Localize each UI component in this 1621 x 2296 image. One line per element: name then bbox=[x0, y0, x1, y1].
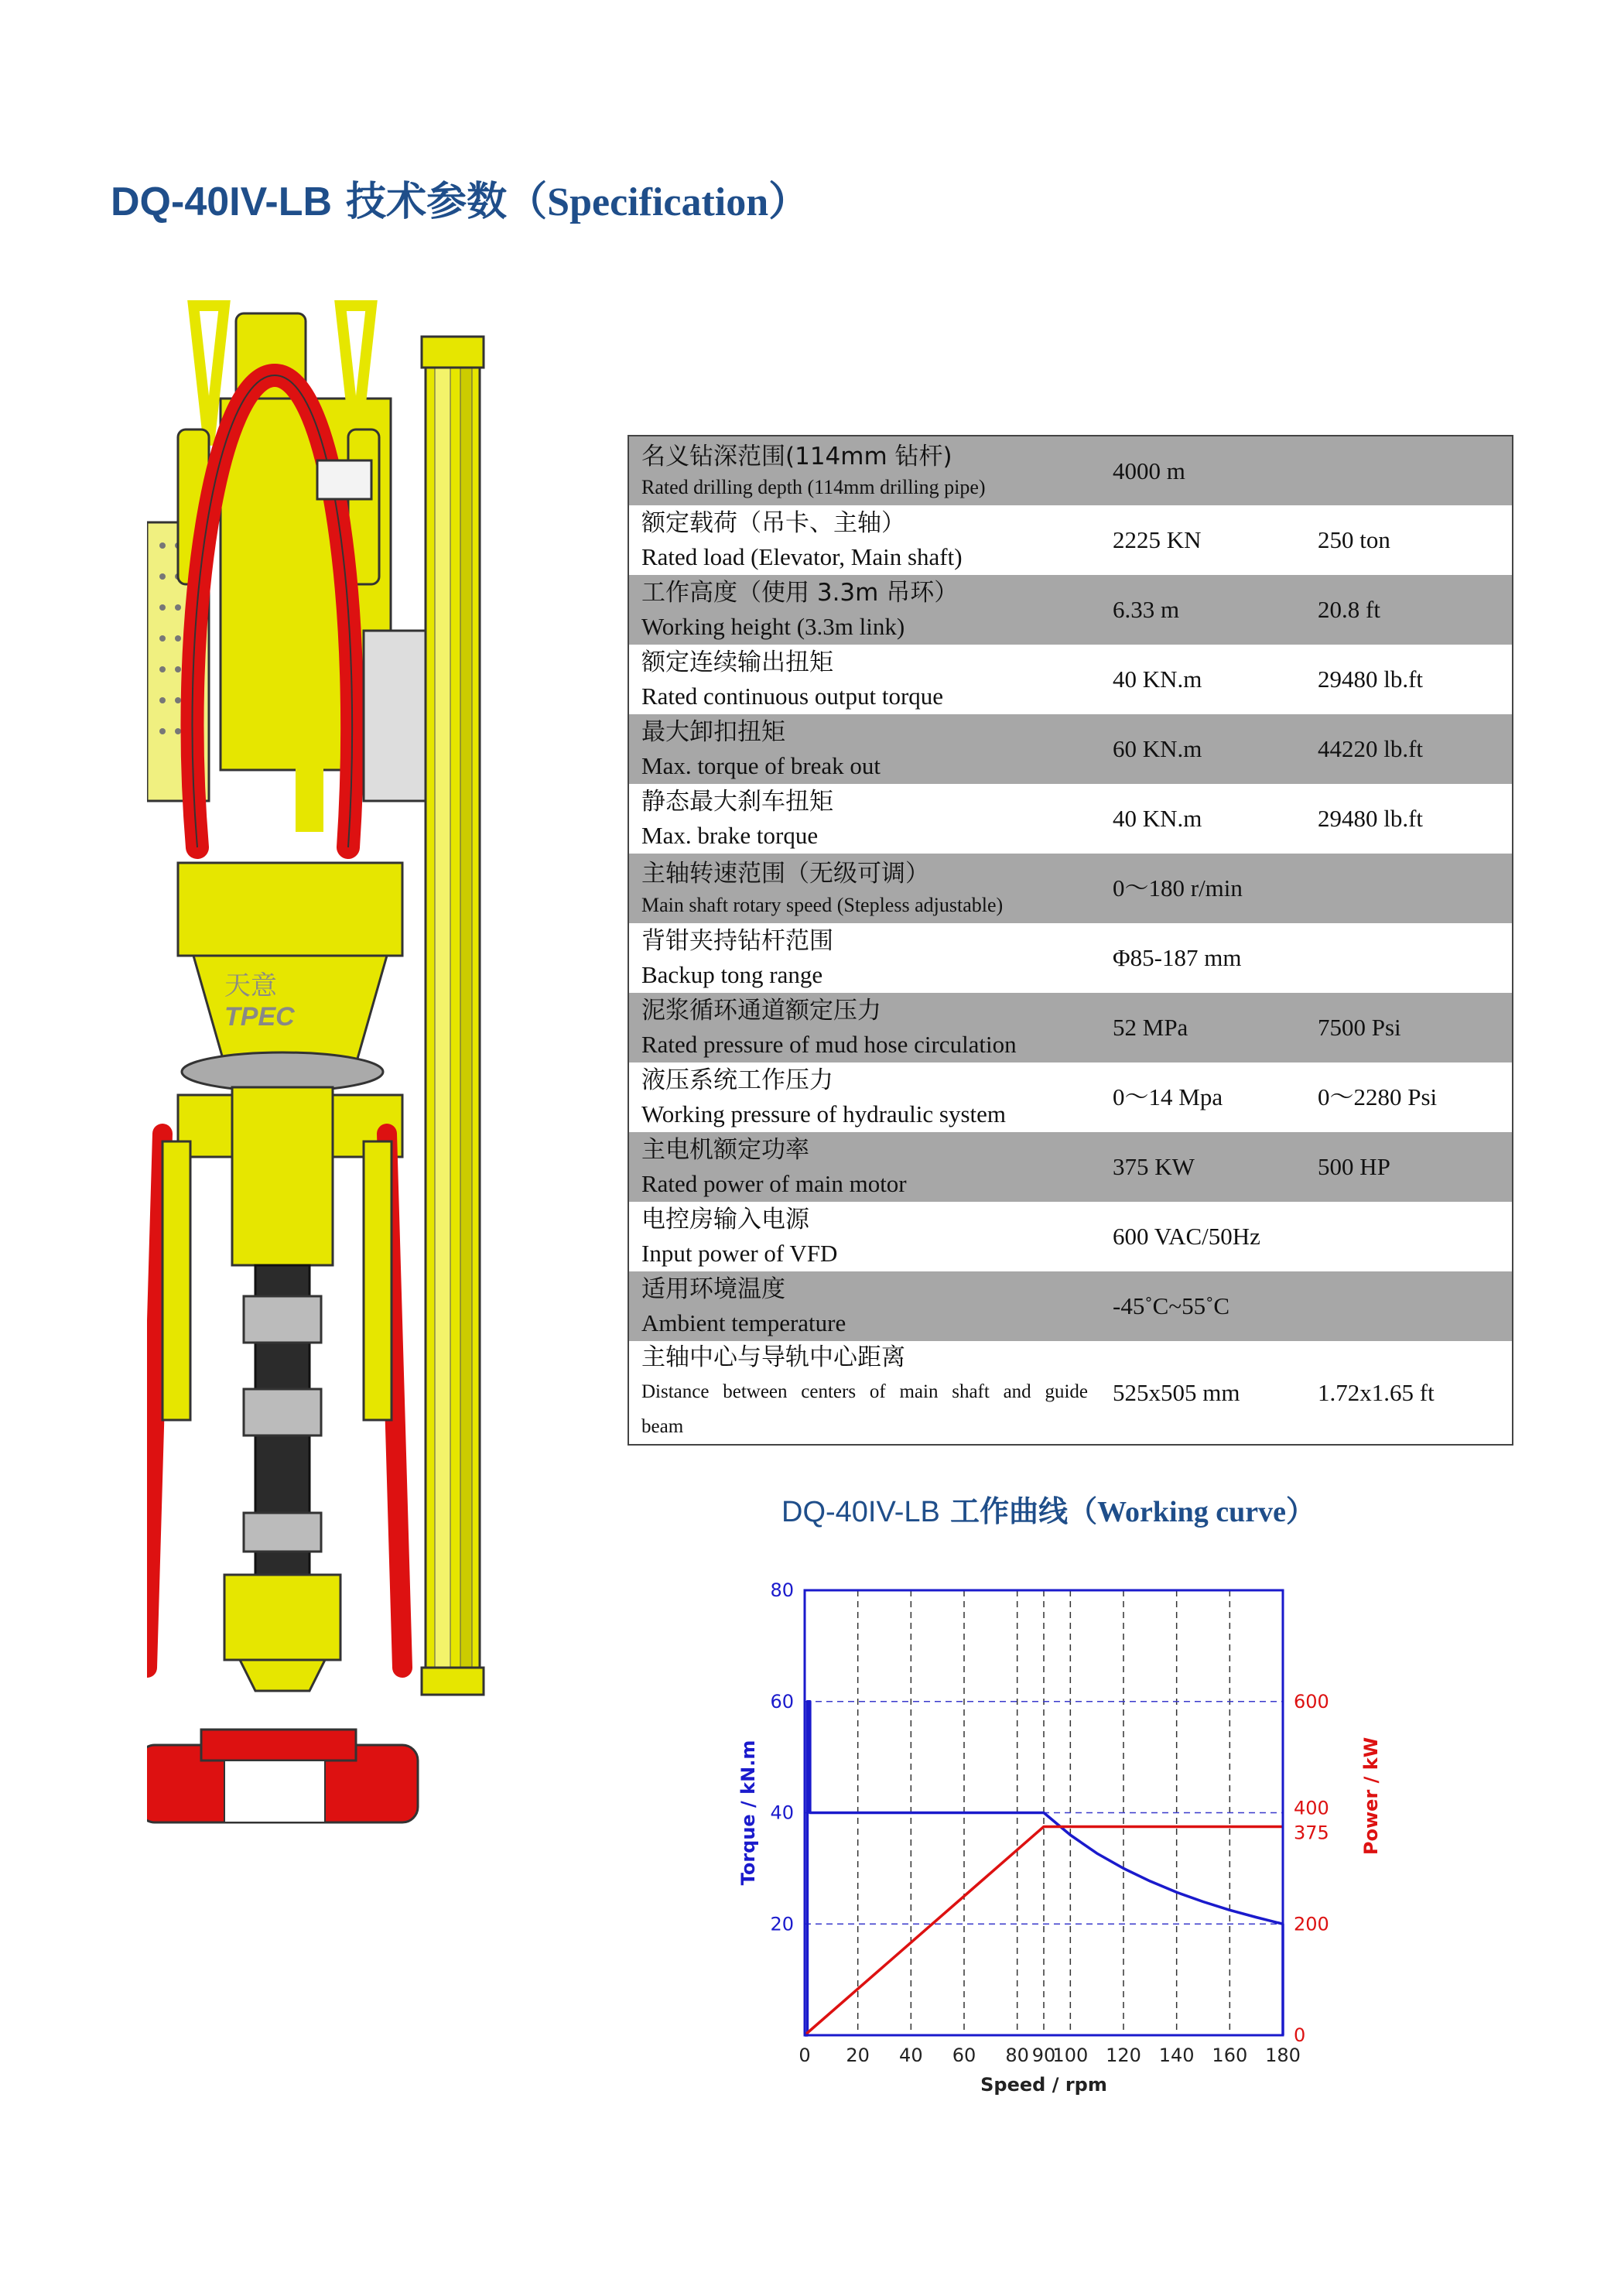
spec-value-imperial: 7500 Psi bbox=[1318, 1014, 1401, 1042]
spec-value-imperial: 29480 lb.ft bbox=[1318, 666, 1424, 693]
spec-label-en: Rated load (Elevator, Main shaft) bbox=[641, 543, 963, 570]
spec-value-imperial bbox=[1305, 854, 1513, 923]
spec-label-en: Rated drilling depth (114mm drilling pipe) bbox=[641, 476, 986, 498]
x-tick-label: 60 bbox=[952, 2045, 976, 2066]
spec-value-imperial: 0～2280 Psi bbox=[1318, 1083, 1438, 1111]
x-tick-label: 40 bbox=[899, 2045, 923, 2066]
spec-label-en: Rated pressure of mud hose circulation bbox=[641, 1031, 1017, 1058]
spec-label-cn: 背钳夹持钻杆范围 bbox=[641, 926, 833, 955]
spec-label-en: Working height (3.3m link) bbox=[641, 613, 905, 640]
spec-value-metric: 525x505 mm bbox=[1113, 1379, 1240, 1406]
spec-value-metric: 0～14 Mpa bbox=[1113, 1083, 1223, 1111]
y2-axis-label: Power / kW bbox=[1360, 1737, 1382, 1856]
spec-label-cn: 额定连续输出扭矩 bbox=[641, 648, 833, 676]
x-tick-label: 100 bbox=[1052, 2045, 1089, 2066]
spec-label-cn: 泥浆循环通道额定压力 bbox=[641, 996, 881, 1025]
x-tick-label: 90 bbox=[1031, 2045, 1056, 2066]
spec-row bbox=[628, 993, 1513, 1062]
spec-value-imperial bbox=[1305, 436, 1513, 505]
spec-value-imperial: 500 HP bbox=[1318, 1153, 1390, 1181]
spec-label-en: Distance between centers of main shaft and guide beam bbox=[641, 1381, 1088, 1438]
spec-row bbox=[628, 854, 1513, 923]
spec-row bbox=[628, 1271, 1513, 1341]
page-title bbox=[111, 169, 809, 227]
spec-row bbox=[628, 1062, 1513, 1132]
spec-row bbox=[628, 714, 1513, 784]
spec-label-cn: 主轴中心与导轨中心距离 bbox=[641, 1343, 905, 1371]
spec-row bbox=[628, 923, 1513, 993]
x-tick-label: 80 bbox=[1005, 2045, 1029, 2066]
y-tick-label: 40 bbox=[770, 1802, 794, 1824]
curve-title-model: DQ-40IV-LB bbox=[781, 1496, 940, 1528]
spec-label-cn: 额定载荷（吊卡、主轴） bbox=[641, 508, 905, 537]
spec-value-imperial: 44220 lb.ft bbox=[1318, 735, 1424, 763]
spec-row bbox=[628, 575, 1513, 645]
spec-value-imperial: 29480 lb.ft bbox=[1318, 805, 1424, 833]
spec-row bbox=[628, 645, 1513, 714]
spec-label-en: Backup tong range bbox=[641, 961, 823, 988]
x-tick-label: 120 bbox=[1106, 2045, 1141, 2066]
spec-value-metric: Φ85-187 mm bbox=[1113, 944, 1242, 972]
spec-label-cn: 液压系统工作压力 bbox=[641, 1066, 833, 1094]
y2-tick-label: 200 bbox=[1294, 1913, 1329, 1935]
x-tick-label: 180 bbox=[1265, 2045, 1301, 2066]
spec-value-metric: 6.33 m bbox=[1113, 596, 1180, 624]
y2-tick-label: 375 bbox=[1294, 1822, 1329, 1844]
spec-label-cn: 主轴转速范围（无级可调） bbox=[641, 860, 929, 888]
logo-chinese: 天意 bbox=[224, 970, 277, 1001]
y-axis-label: Torque / kN.m bbox=[737, 1740, 759, 1886]
spec-label-en: Main shaft rotary speed (Stepless adjustable) bbox=[641, 893, 1004, 916]
x-tick-label: 20 bbox=[846, 2045, 870, 2066]
spec-label-en: Input power of VFD bbox=[641, 1240, 838, 1267]
spec-row bbox=[628, 1132, 1513, 1202]
x-tick-label: 0 bbox=[799, 2045, 811, 2066]
title-model: DQ-40IV-LB bbox=[111, 180, 333, 224]
spec-label-cn: 静态最大刹车扭矩 bbox=[641, 787, 833, 816]
spec-value-metric: 52 MPa bbox=[1113, 1014, 1188, 1042]
y-tick-label: 80 bbox=[770, 1579, 794, 1601]
spec-value-imperial bbox=[1305, 1271, 1513, 1341]
spec-value-metric: 40 KN.m bbox=[1113, 666, 1202, 693]
spec-value-metric: 60 KN.m bbox=[1113, 735, 1202, 763]
spec-value-imperial bbox=[1305, 923, 1513, 993]
spec-value-imperial bbox=[1305, 1202, 1513, 1271]
y-tick-label: 20 bbox=[770, 1913, 794, 1935]
spec-label-en: Ambient temperature bbox=[641, 1309, 846, 1336]
spec-label-en: Rated power of main motor bbox=[641, 1170, 907, 1197]
spec-row bbox=[628, 1341, 1513, 1445]
x-tick-label: 140 bbox=[1158, 2045, 1195, 2066]
spec-table bbox=[628, 435, 1513, 1446]
logo-tpec: TPEC bbox=[224, 1002, 295, 1032]
spec-value-metric: -45˚C~55˚C bbox=[1113, 1292, 1230, 1320]
spec-label-cn: 名义钻深范围(114mm 钻杆) bbox=[641, 442, 952, 470]
spec-label-cn: 最大卸扣扭矩 bbox=[641, 717, 785, 746]
spec-label-en: Max. brake torque bbox=[641, 822, 819, 849]
curve-title-english: （Working curve） bbox=[1068, 1496, 1315, 1528]
y-tick-label: 60 bbox=[770, 1690, 794, 1713]
x-tick-label: 160 bbox=[1212, 2045, 1248, 2066]
curve-title bbox=[781, 1487, 1315, 1530]
spec-value-metric: 0～180 r/min bbox=[1113, 874, 1243, 902]
spec-label-cn: 工作高度（使用 3.3m 吊环） bbox=[641, 578, 959, 607]
spec-value-imperial: 1.72x1.65 ft bbox=[1318, 1379, 1435, 1406]
y2-tick-label: 0 bbox=[1294, 2024, 1306, 2046]
y2-tick-label: 600 bbox=[1294, 1690, 1329, 1713]
curve-title-chinese: 工作曲线 bbox=[939, 1494, 1069, 1528]
spec-row bbox=[628, 436, 1513, 505]
spec-value-imperial: 20.8 ft bbox=[1318, 596, 1380, 624]
top-drive-illustration bbox=[147, 290, 518, 1869]
spec-label-en: Rated continuous output torque bbox=[641, 683, 944, 710]
y2-tick-label: 400 bbox=[1294, 1797, 1329, 1819]
spec-label-en: Working pressure of hydraulic system bbox=[641, 1100, 1007, 1127]
spec-row bbox=[628, 784, 1513, 854]
spec-label-cn: 适用环境温度 bbox=[641, 1275, 785, 1303]
spec-value-metric: 2225 KN bbox=[1113, 526, 1202, 554]
spec-row bbox=[628, 1202, 1513, 1271]
spec-value-metric: 40 KN.m bbox=[1113, 805, 1202, 833]
spec-value-metric: 4000 m bbox=[1113, 457, 1185, 484]
working-curve-chart bbox=[727, 1563, 1408, 2097]
title-english: （Specification） bbox=[507, 180, 809, 224]
spec-label-cn: 主电机额定功率 bbox=[641, 1135, 809, 1164]
x-axis-label: Speed / rpm bbox=[980, 2074, 1107, 2096]
title-chinese: 技术参数 bbox=[332, 178, 508, 225]
spec-label-cn: 电控房输入电源 bbox=[641, 1205, 809, 1234]
spec-value-metric: 375 KW bbox=[1113, 1153, 1195, 1181]
spec-value-metric: 600 VAC/50Hz bbox=[1113, 1223, 1260, 1251]
spec-label-en: Max. torque of break out bbox=[641, 752, 881, 779]
guide-beam bbox=[422, 337, 484, 1695]
spec-row bbox=[628, 505, 1513, 575]
spec-value-imperial: 250 ton bbox=[1318, 526, 1390, 554]
